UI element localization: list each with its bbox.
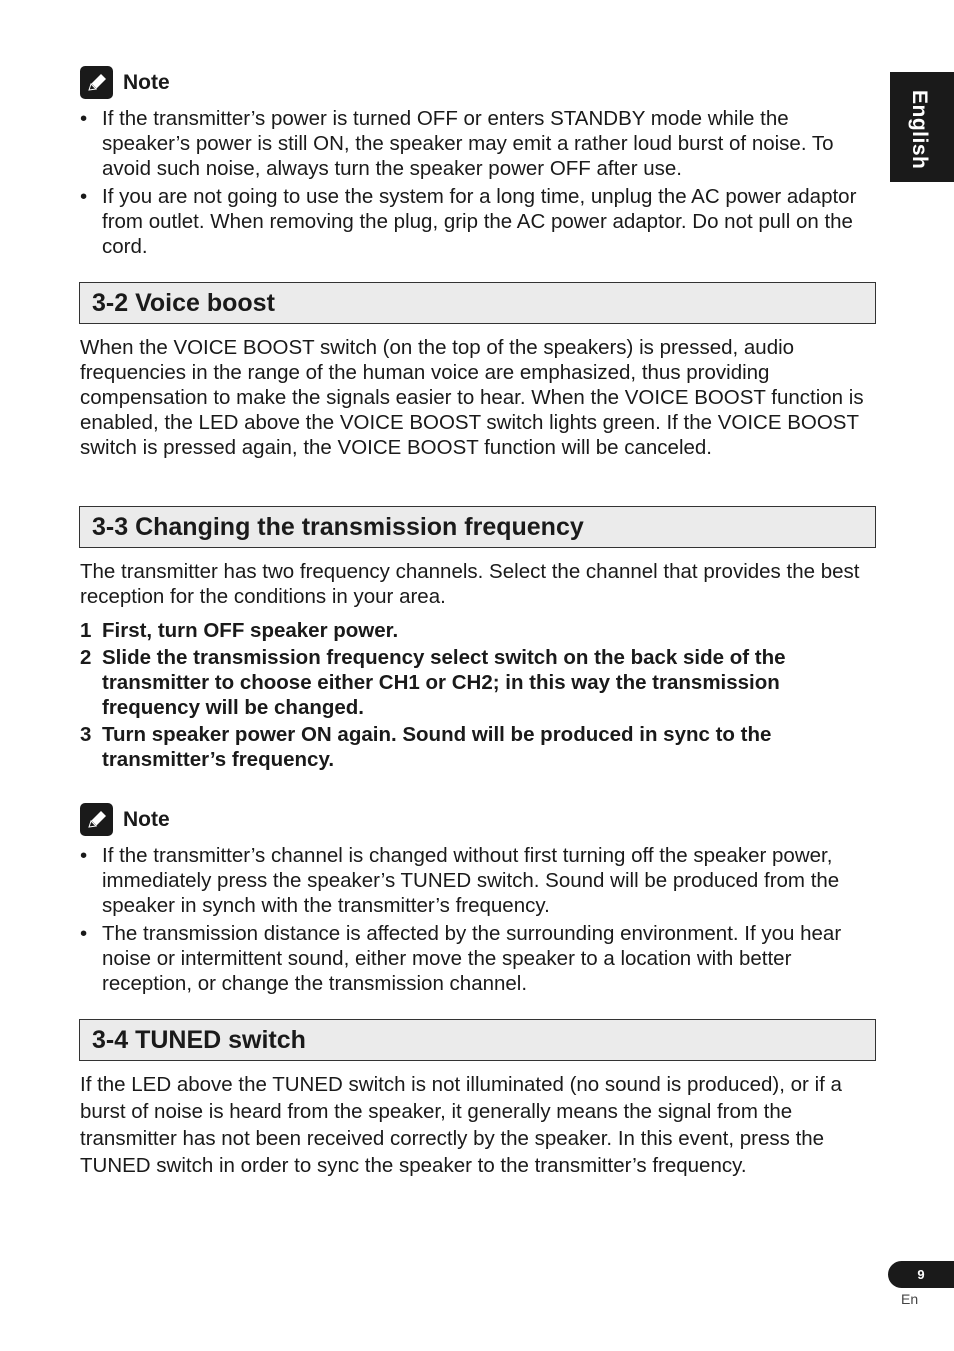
section-header-frequency [79,506,876,548]
section-title: 3-2 Voice boost [92,288,275,317]
step-item [80,645,880,720]
section-header-tuned [79,1019,876,1061]
frequency-steps [80,618,880,774]
tuned-paragraph: If the LED above the TUNED switch is not illuminated (no sound is produced), or if a burst of noise is heard from the speaker, it generally means the signal from the transmitter has not been received correctly by the speaker. In this event, press the TUNED switch in order to sync the speaker to the transmitter’s frequency. [80,1073,842,1177]
step-number: 1 [80,619,92,642]
list-item: • If the transmitter’s power is turned OFF or enters STANDBY mode while the speaker’s power is still ON, the speaker may emit a rather loud burst of noise. To avoid such noise, always turn the speaker power OFF after use. [80,106,880,181]
step-item [80,618,880,643]
note-heading [80,66,170,99]
note-list [80,106,880,262]
step-number: 3 [80,723,92,746]
step-number: 2 [80,646,92,669]
step-text: First, turn OFF speaker power. [102,619,399,642]
step-item [80,722,880,772]
list-item: • If you are not going to use the system for a long time, unplug the AC power adaptor from outlet. When removing the plug, grip the AC power adaptor. Do not pull on the cord. [80,184,880,259]
note-label: Note [123,807,170,831]
frequency-paragraph: The transmitter has two frequency channels. Select the channel that provides the best reception for the conditions in your area. [80,560,860,608]
voice-boost-paragraph: When the VOICE BOOST switch (on the top of the speakers) is pressed, audio frequencies in the range of the human voice are emphasized, thus providing compensation to make the signals easier to hear. When the VOICE BOOST function is enabled, the LED above the VOICE BOOST switch lights green. If the VOICE BOOST switch is pressed again, the VOICE BOOST function will be canceled. [80,336,864,459]
section-title: 3-3 Changing the transmission frequency [92,512,584,541]
language-side-tab [890,72,954,182]
note-list [80,843,880,999]
note-label: Note [123,70,170,94]
section-header-voice-boost [79,282,876,324]
list-item: • The transmission distance is affected by the surrounding environment. If you hear noise or intermittent sound, either move the speaker to a location with better reception, or change the transmission channel. [80,921,880,996]
note-heading [80,803,170,836]
pencil-icon [80,66,113,99]
language-label: English [908,90,931,170]
step-text: Slide the transmission frequency select switch on the back side of the transmitter to choose either CH1 or CH2; in this way the transmission frequency will be changed. [102,646,786,719]
pencil-icon [80,803,113,836]
page-number: 9 [888,1261,954,1288]
step-text: Turn speaker power ON again. Sound will be produced in sync to the transmitter’s frequency. [102,723,772,771]
list-item: • If the transmitter’s channel is changed without first turning off the speaker power, immediately press the speaker’s TUNED switch. Sound will be produced from the speaker in synch with the transmitter’s frequency. [80,843,880,918]
page-language: En [901,1291,919,1307]
section-title: 3-4 TUNED switch [92,1025,306,1054]
